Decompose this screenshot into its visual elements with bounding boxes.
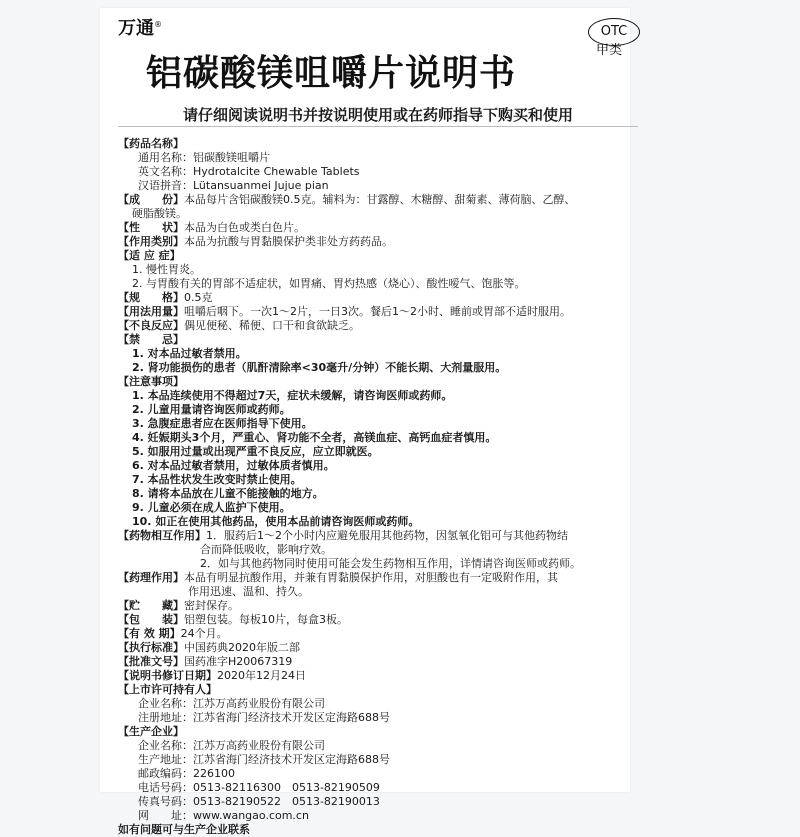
section-indications: 【适 应 症】 [118,249,181,262]
composition-continued: 硬脂酸镁。 [132,207,187,220]
list-item: 3. 急腹症患者应在医师指导下使用。 [132,417,313,430]
interactions-continued: 合而降低吸收，影响疗效。 [200,543,332,556]
section-standard: 【执行标准】 中国药典2020年版二部 [118,641,300,654]
section-storage: 【贮 藏】 密封保存。 [118,599,239,612]
list-item: 10. 如正在使用其他药品，使用本品前请咨询医师或药师。 [132,515,420,528]
leaflet-body [118,137,640,837]
section-revision-date: 【说明书修订日期】 2020年12月24日 [118,669,306,682]
section-manufacturer: 【生产企业】 [118,725,184,738]
section-dosage: 【用法用量】 咀嚼后咽下。一次1～2片，一日3次。餐后1～2小时、睡前或胃部不适时服用。 [118,305,571,318]
otc-badge: OTC [588,18,640,46]
holder-address-row: 注册地址： 江苏省海门经济技术开发区定海路688号 [138,711,390,724]
list-item: 1. 本品连续使用不得超过7天，症状未缓解，请咨询医师或药师。 [132,389,453,402]
manufacturer-phone-row: 电话号码： 0513-82116300 0513-82190509 [138,781,380,794]
document-title: 铝碳酸镁咀嚼片说明书 [146,53,517,94]
section-contraindications: 【禁 忌】 [118,333,184,346]
section-validity: 【有 效 期】 24个月。 [118,627,228,640]
section-appearance: 【性 状】 本品为白色或类白色片。 [118,221,305,234]
manufacturer-address-row: 生产地址： 江苏省海门经济技术开发区定海路688号 [138,753,390,766]
list-item: 9. 儿童必须在成人监护下使用。 [132,501,291,514]
list-item: 8. 请将本品放在儿童不能接触的地方。 [132,487,324,500]
list-item: 2. 与胃酸有关的胃部不适症状，如胃痛、胃灼热感（烧心）、酸性嗳气、饱胀等。 [132,277,526,290]
manufacturer-postcode-row: 邮政编码： 226100 [138,767,235,780]
generic-name-row: 通用名称： 铝碳酸镁咀嚼片 [138,151,270,164]
manufacturer-company-row: 企业名称： 江苏万高药业股份有限公司 [138,739,325,752]
list-item: 2. 儿童用量请咨询医师或药师。 [132,403,291,416]
section-precautions: 【注意事项】 [118,375,184,388]
list-item: 6. 对本品过敏者禁用，过敏体质者慎用。 [132,459,335,472]
section-approval: 【批准文号】 国药准字H20067319 [118,655,293,668]
brand-logo: 万通® [118,18,162,39]
holder-company-row: 企业名称： 江苏万高药业股份有限公司 [138,697,325,710]
english-name-row: 英文名称： Hydrotalcite Chewable Tablets [138,165,360,178]
section-package: 【包 装】 铝塑包装。每板10片，每盒3板。 [118,613,348,626]
section-composition: 【成 份】 本品每片含铝碳酸镁0.5克。辅料为：甘露醇、木糖醇、甜菊素、薄荷脑、乙醇、 [118,193,576,206]
manufacturer-website-row: 网 址： www.wangao.com.cn [138,809,309,822]
list-item: 2. 肾功能损伤的患者（肌酐清除率<30毫升/分钟）不能长期、大剂量服用。 [132,361,507,374]
list-item: 7. 本品性状发生改变时禁止使用。 [132,473,302,486]
list-item: 4. 妊娠期头3个月，严重心、肾功能不全者，高镁血症、高钙血症者慎用。 [132,431,497,444]
footer-contact-note: 如有问题可与生产企业联系 [118,823,250,836]
section-pharmacology: 【药理作用】 本品有明显抗酸作用，并兼有胃黏膜保护作用，对胆酸也有一定吸附作用，其 [118,571,558,584]
pinyin-name-row: 汉语拼音： Lütansuanmei Jujue pian [138,179,329,192]
divider [118,126,638,127]
list-item: 1. 对本品过敏者禁用。 [132,347,247,360]
pharmacology-continued: 作用迅速、温和、持久。 [188,585,309,598]
list-item: 1. 慢性胃炎。 [132,263,201,276]
section-drug-name: 【药品名称】 [118,137,184,150]
list-item: 5. 如服用过量或出现严重不良反应，应立即就医。 [132,445,379,458]
section-category: 【作用类别】 本品为抗酸与胃黏膜保护类非处方药药品。 [118,235,393,248]
manufacturer-fax-row: 传真号码： 0513-82190522 0513-82190013 [138,795,380,808]
section-interactions: 【药物相互作用】 1．服药后1～2个小时内应避免服用其他药物，因氢氧化铝可与其他药物结 [118,529,568,542]
usage-notice: 请仔细阅读说明书并按说明使用或在药师指导下购买和使用 [182,106,573,124]
otc-class-label: 甲类 [596,43,623,58]
section-spec: 【规 格】 0.5克 [118,291,213,304]
interactions-item-2: 2．如与其他药物同时使用可能会发生药物相互作用，详情请咨询医师或药师。 [200,557,581,570]
section-adverse: 【不良反应】 偶见便秘、稀便、口干和食欲缺乏。 [118,319,360,332]
section-license-holder: 【上市许可持有人】 [118,683,217,696]
